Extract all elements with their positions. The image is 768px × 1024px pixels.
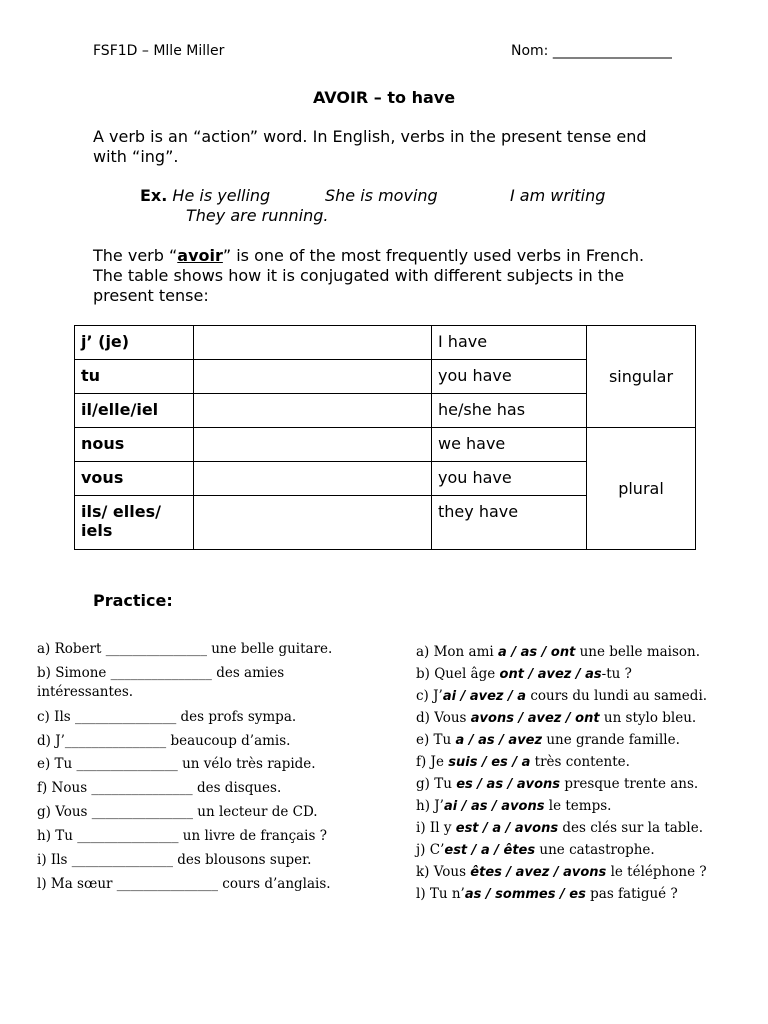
- conjugation-blank[interactable]: [194, 462, 432, 496]
- exercise-suffix: un stylo bleu.: [599, 710, 697, 726]
- verb-options[interactable]: est / a / êtes: [444, 843, 536, 858]
- list-item: [416, 842, 655, 858]
- exercise-prefix: d) Vous: [416, 710, 471, 726]
- conjugation-table: [74, 325, 696, 550]
- example-item-2-wrap: [325, 186, 438, 206]
- list-item: [37, 665, 375, 681]
- exercise-prefix: b) Quel âge: [416, 666, 500, 682]
- verb-options[interactable]: ont / avez / as: [499, 667, 602, 682]
- verb-options[interactable]: es / as / avons: [456, 777, 561, 792]
- exercise-suffix: une belle maison.: [575, 644, 701, 660]
- example-item: She is moving: [325, 186, 438, 205]
- list-item: g) Vous _______________ un lecteur de CD.: [37, 804, 318, 820]
- table-row: [75, 428, 696, 462]
- subject-cell: nous: [75, 428, 194, 462]
- example-line-1: [140, 186, 270, 206]
- table-row: [75, 326, 696, 360]
- list-item: e) Tu _______________ un vélo très rapide.: [37, 756, 316, 772]
- conjugation-blank[interactable]: [194, 428, 432, 462]
- example-item: I am writing: [510, 186, 606, 205]
- list-item: [416, 710, 696, 726]
- list-item: [416, 798, 611, 814]
- exercise-suffix: presque trente ans.: [560, 776, 699, 792]
- verb-options[interactable]: ai / as / avons: [443, 799, 545, 814]
- example-item-4-wrap: [186, 206, 328, 226]
- avoir-para-after: ” is one of the most frequently used verbs in French. The table shows how it is conjugated with different subjects in the present tense:: [93, 246, 645, 305]
- verb-options[interactable]: a / as / avez: [455, 733, 543, 748]
- exercise-prefix: g) Tu: [416, 776, 457, 792]
- list-item: h) Tu _______________ un livre de français ?: [37, 828, 327, 844]
- list-item: [416, 864, 707, 880]
- exercise-suffix: cours du lundi au samedi.: [526, 688, 708, 704]
- list-item: c) Ils _______________ des profs sympa.: [37, 709, 297, 725]
- exercise-prefix: f) Je: [416, 754, 449, 770]
- exercise-suffix: une catastrophe.: [535, 842, 655, 858]
- verb-options[interactable]: as / sommes / es: [464, 887, 586, 902]
- subject-cell: ils/ elles/ iels: [75, 496, 194, 550]
- avoir-paragraph: [93, 246, 663, 306]
- conjugation-blank[interactable]: [194, 360, 432, 394]
- conjugation-blank[interactable]: [194, 394, 432, 428]
- example-item: He is yelling: [172, 186, 271, 205]
- exercise-suffix: des clés sur la table.: [558, 820, 704, 836]
- list-item: l) Ma sœur _______________ cours d’anglais.: [37, 876, 331, 892]
- example-item-3-wrap: [510, 186, 605, 206]
- list-item: [416, 688, 707, 704]
- subject-cell: il/elle/iel: [75, 394, 194, 428]
- english-cell: he/she has: [432, 394, 587, 428]
- english-cell: you have: [432, 360, 587, 394]
- verb-options[interactable]: a / as / ont: [498, 645, 576, 660]
- header-name-field: Nom: _________________: [511, 43, 672, 59]
- verb-options[interactable]: est / a / avons: [455, 821, 559, 836]
- list-item: i) Ils _______________ des blousons super.: [37, 852, 312, 868]
- exercise-prefix: c) J’: [416, 688, 443, 704]
- header-course: FSF1D – Mlle Miller: [93, 43, 225, 59]
- avoir-para-before: The verb “: [93, 246, 178, 265]
- exercise-suffix: le téléphone ?: [606, 864, 707, 880]
- verb-options[interactable]: suis / es / a: [448, 755, 531, 770]
- list-item: [416, 732, 680, 748]
- list-item: d) J’_______________ beaucoup d’amis.: [37, 733, 291, 749]
- list-item: [416, 644, 700, 660]
- conjugation-blank[interactable]: [194, 496, 432, 550]
- page-title: AVOIR – to have: [312, 88, 456, 107]
- english-cell: we have: [432, 428, 587, 462]
- list-item: f) Nous _______________ des disques.: [37, 780, 282, 796]
- list-item: [416, 754, 630, 770]
- exercise-suffix: pas fatigué ?: [585, 886, 678, 902]
- singular-cell: singular: [587, 326, 696, 428]
- example-item: They are running.: [186, 206, 329, 225]
- english-cell: I have: [432, 326, 587, 360]
- example-label: Ex.: [140, 186, 168, 205]
- exercise-prefix: j) C’: [416, 842, 445, 858]
- english-cell: you have: [432, 462, 587, 496]
- exercise-prefix: l) Tu n’: [416, 886, 465, 902]
- list-item: [416, 666, 632, 682]
- exercise-prefix: e) Tu: [416, 732, 456, 748]
- list-item: a) Robert _______________ une belle guitare.: [37, 641, 333, 657]
- exercise-prefix: h) J’: [416, 798, 444, 814]
- exercise-suffix: très contente.: [530, 754, 630, 770]
- verb-options[interactable]: ai / avez / a: [442, 689, 527, 704]
- english-cell: they have: [432, 496, 587, 550]
- exercise-text: b) Simone _______________ des amies: [37, 665, 285, 681]
- exercise-prefix: k) Vous: [416, 864, 471, 880]
- subject-cell: vous: [75, 462, 194, 496]
- conjugation-blank[interactable]: [194, 326, 432, 360]
- subject-cell: j’ (je): [75, 326, 194, 360]
- list-item: [416, 886, 678, 902]
- exercise-suffix: une grande famille.: [542, 732, 680, 748]
- avoir-word: avoir: [177, 246, 223, 265]
- plural-cell: plural: [587, 428, 696, 550]
- verb-options[interactable]: êtes / avez / avons: [470, 865, 607, 880]
- intro-paragraph: A verb is an “action” word. In English, verbs in the present tense end with “ing”.: [93, 127, 647, 166]
- exercise-suffix: -tu ?: [601, 666, 632, 682]
- subject-cell: tu: [75, 360, 194, 394]
- exercise-suffix: le temps.: [544, 798, 612, 814]
- list-item: intéressantes.: [37, 684, 134, 700]
- list-item: [416, 776, 698, 792]
- practice-heading: Practice:: [93, 591, 173, 610]
- exercise-prefix: i) Il y: [416, 820, 456, 836]
- verb-options[interactable]: avons / avez / ont: [470, 711, 600, 726]
- list-item: [416, 820, 703, 836]
- exercise-prefix: a) Mon ami: [416, 644, 499, 660]
